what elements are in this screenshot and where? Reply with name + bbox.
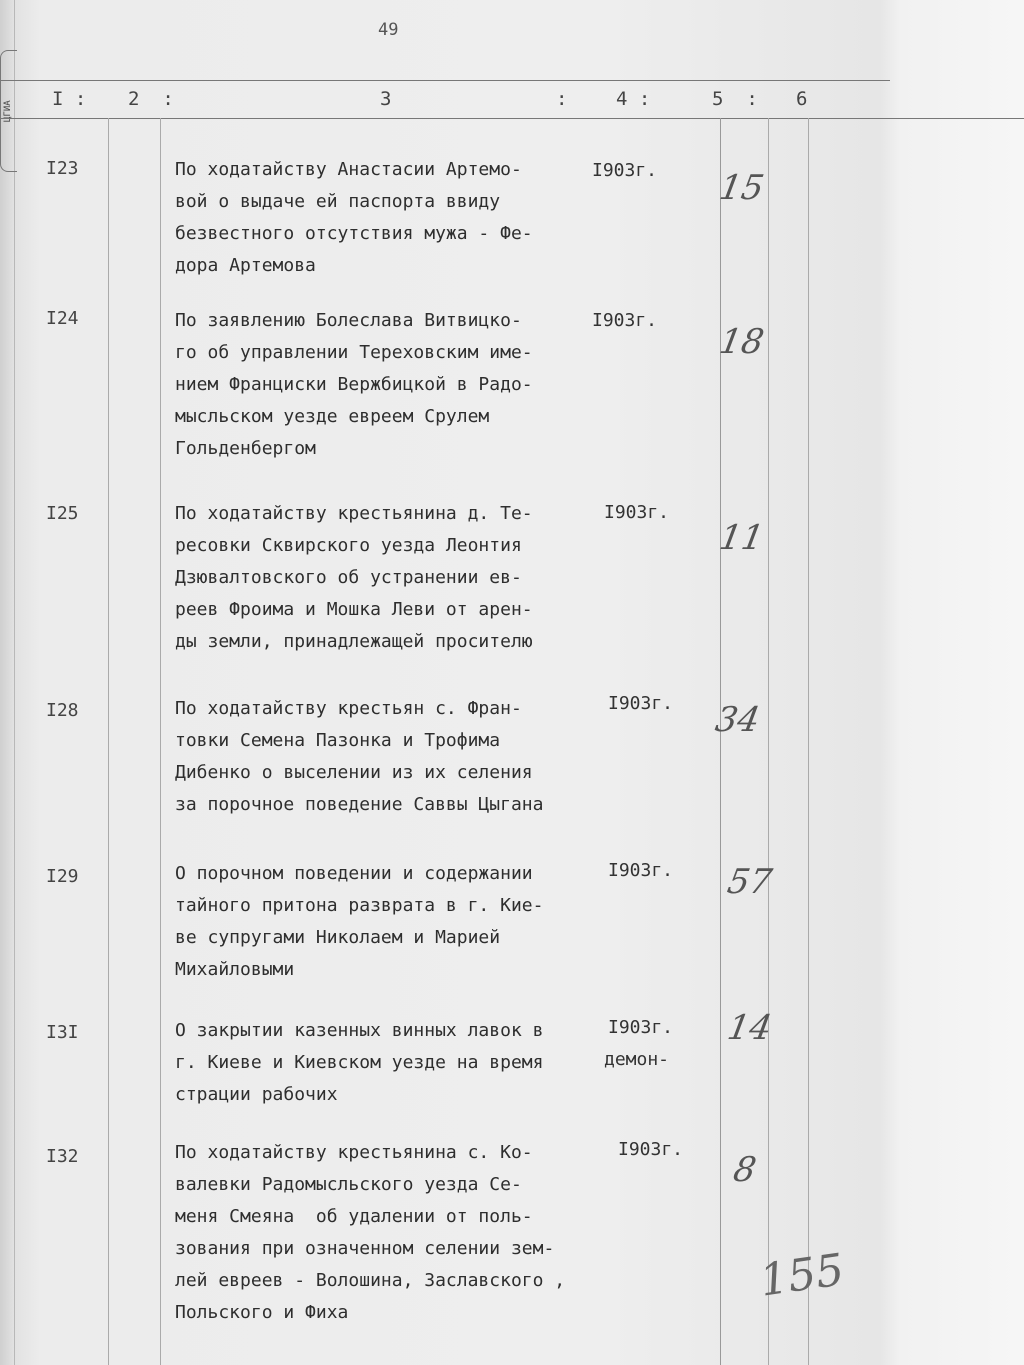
row-number: I29 [46, 866, 79, 887]
column-header-sep: : [556, 88, 568, 110]
header-bottom-rule [0, 118, 1024, 119]
column-divider [160, 118, 161, 1365]
row-sheet-count: 34 [712, 700, 763, 740]
row-year-continuation: демон- [604, 1049, 670, 1070]
row-year: I903г. [608, 693, 674, 714]
row-number: I25 [46, 503, 79, 524]
row-number: I3I [46, 1022, 79, 1043]
column-header-3: 3 [380, 88, 392, 110]
row-description: По заявлению Болеслава Витвицко- го об управлении Тереховским име- нием Франциски Вержбицкой в Радо- мысльском уезде евреем Срулем Гольденбергом [175, 310, 533, 459]
row-year: I903г. [608, 860, 674, 881]
row-sheet-count: 8 [730, 1150, 760, 1190]
row-sheet-count: 57 [724, 862, 775, 902]
row-number: I32 [46, 1146, 79, 1167]
column-header-4: 4 : [616, 88, 651, 110]
row-sheet-count: 18 [716, 322, 767, 362]
row-number: I28 [46, 700, 79, 721]
archive-stamp [0, 50, 17, 172]
row-year: I903г. [604, 502, 670, 523]
row-year: I903г. [592, 310, 658, 331]
row-description: По ходатайству Анастасии Артемо- вой о выдаче ей паспорта ввиду безвестного отсутствия мужа - Фе- дора Артемова [175, 159, 533, 276]
row-sheet-count: 14 [724, 1008, 775, 1048]
page-number: 49 [378, 20, 399, 40]
row-number: I23 [46, 158, 79, 179]
row-description: О порочном поведении и содержании тайного притона разврата в г. Кие- ве супругами Николаем и Марией Михайловыми [175, 863, 544, 980]
column-header-1: I : [52, 88, 87, 110]
row-year: I903г. [592, 160, 658, 181]
column-divider [808, 118, 809, 1365]
row-sheet-count: 15 [716, 168, 767, 208]
row-sheet-count: 11 [716, 518, 767, 558]
row-number: I24 [46, 308, 79, 329]
row-description: По ходатайству крестьян с. Фран- товки Семена Пазонка и Трофима Дибенко о выселении из их селения за порочное поведение Саввы Цыгана [175, 698, 544, 815]
stamp-text: ЦГИА [3, 100, 13, 122]
column-divider [768, 118, 769, 1365]
row-year: I903г. [608, 1017, 674, 1038]
row-description: О закрытии казенных винных лавок в г. Киеве и Киевском уезде на время страции рабочих [175, 1020, 544, 1105]
row-description: По ходатайству крестьянина с. Ко- валевки Радомысльского уезда Се- меня Смеяна об удалении от поль- зования при означенном селении зем- лей евреев - Волошина, Заславского , Польского и Фиха [175, 1142, 566, 1323]
row-description: По ходатайству крестьянина д. Те- ресовки Сквирского уезда Леонтия Дзювалтовского об устранении ев- реев Фроима и Мошка Леви от арен- ды земли, принадлежащей просителю [175, 503, 533, 652]
total-sheet-count: 155 [756, 1244, 848, 1307]
column-divider [108, 118, 109, 1365]
column-divider [720, 118, 721, 1365]
binding-edge [0, 0, 15, 1365]
column-header-6: 6 [796, 88, 808, 110]
column-header-5: 5 : [712, 88, 758, 110]
row-year: I903г. [618, 1139, 684, 1160]
column-header-2: 2 : [128, 88, 174, 110]
header-top-rule [0, 80, 890, 81]
